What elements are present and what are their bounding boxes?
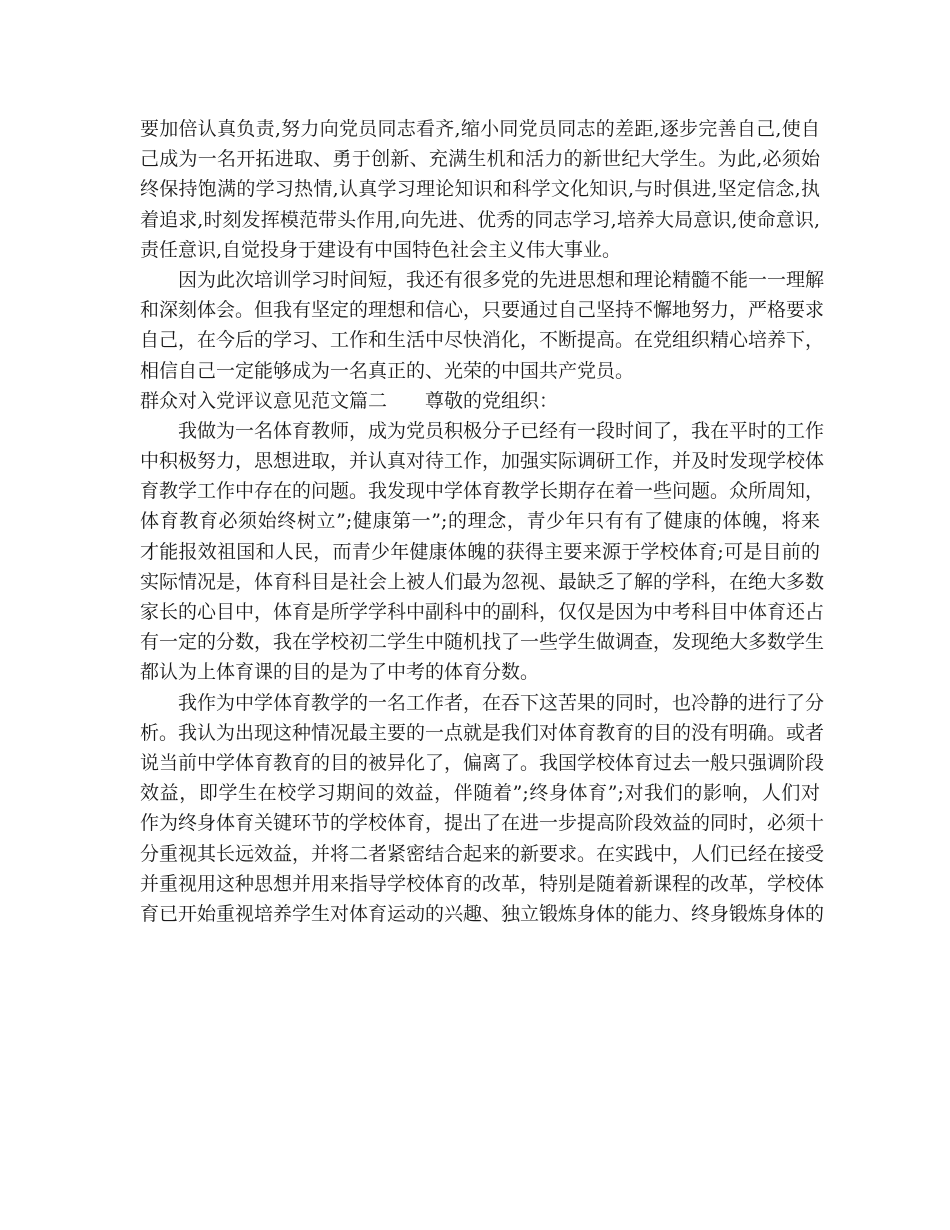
text-line: 有一定的分数，我在学校初二学生中随机找了一些学生做调查，发现绝大多数学生 — [140, 631, 825, 654]
text-line: 因为此次培训学习时间短，我还有很多党的先进思想和理论精髓不能一一理解 — [178, 268, 825, 291]
paragraph — [140, 416, 825, 688]
text-line: 要加倍认真负责,努力向党员同志看齐,缩小同党员同志的差距,逐步完善自己,使自 — [140, 118, 820, 140]
text-line: 责任意识,自觉投身于建设有中国特色社会主义伟大事业。 — [140, 238, 622, 261]
text-line: 我作为中学体育教学的一名工作者，在吞下这苦果的同时，也冷静的进行了分 — [178, 691, 825, 714]
paragraph — [140, 114, 820, 265]
document-body — [140, 114, 825, 929]
text-line: 我做为一名体育教师，成为党员积极分子已经有一段时间了，我在平时的工作 — [178, 419, 825, 442]
text-line: 育教学工作中存在的问题。我发现中学体育教学长期存在着一些问题。众所周知， — [140, 480, 825, 503]
text-line: 并重视用这种思想并用来指导学校体育的改革，特别是随着新课程的改革，学校体 — [140, 872, 825, 895]
text-line: 都认为上体育课的目的是为了中考的体育分数。 — [140, 661, 540, 684]
text-line: 分重视其长远效益，并将二者紧密结合起来的新要求。在实践中，人们已经在接受 — [140, 842, 825, 865]
text-line: 终保持饱满的学习热情,认真学习理论知识和科学文化知识,与时俱进,坚定信念,执 — [140, 178, 820, 201]
paragraph — [140, 265, 825, 386]
text-line: 说当前中学体育教育的目的被异化了，偏离了。我国学校体育过去一般只强调阶段 — [140, 751, 825, 774]
text-line: 和深刻体会。但我有坚定的理想和信心，只要通过自己坚持不懈地努力，严格要求 — [140, 299, 825, 322]
text-line: 相信自己一定能够成为一名真正的、光荣的中国共产党员。 — [140, 359, 635, 382]
paragraph — [140, 688, 825, 930]
text-line: 体育教育必须始终树立”;健康第一”;的理念，青少年只有有了健康的体魄，将来 — [140, 510, 820, 533]
text-line: 作为终身体育关键环节的学校体育，提出了在进一步提高阶段效益的同时，必须十 — [140, 812, 825, 835]
text-line: 析。我认为出现这种情况最主要的一点就是我们对体育教育的目的没有明确。或者 — [140, 721, 825, 744]
text-line: 家长的心目中，体育是所学学科中副科中的副科，仅仅是因为中考科目中体育还占 — [140, 601, 825, 623]
text-line: 实际情况是，体育科目是社会上被人们最为忽视、最缺乏了解的学科，在绝大多数 — [140, 570, 825, 593]
text-line: 自己，在今后的学习、工作和生活中尽快消化，不断提高。在党组织精心培养下， — [140, 329, 825, 352]
text-line: 着追求,时刻发挥模范带头作用,向先进、优秀的同志学习,培养大局意识,使命意识, — [140, 208, 820, 231]
text-line: 才能报效祖国和人民，而青少年健康体魄的获得主要来源于学校体育;可是目前的 — [140, 540, 820, 563]
text-line: 中积极努力，思想进取，并认真对待工作，加强实际调研工作，并及时发现学校体 — [140, 450, 825, 473]
text-line: 育已开始重视培养学生对体育运动的兴趣、独立锻炼身体的能力、终身锻炼身体的 — [140, 902, 825, 925]
text-line: 效益，即学生在校学习期间的效益，伴随着”;终身体育”;对我们的影响，人们对 — [140, 782, 820, 805]
text-line: 己成为一名开拓进取、勇于创新、充满生机和活力的新世纪大学生。为此,必须始 — [140, 148, 820, 171]
salutation: 尊敬的党组织： — [425, 389, 559, 412]
section-heading — [140, 386, 820, 416]
section-title: 群众对入党评议意见范文篇二 — [140, 389, 388, 412]
